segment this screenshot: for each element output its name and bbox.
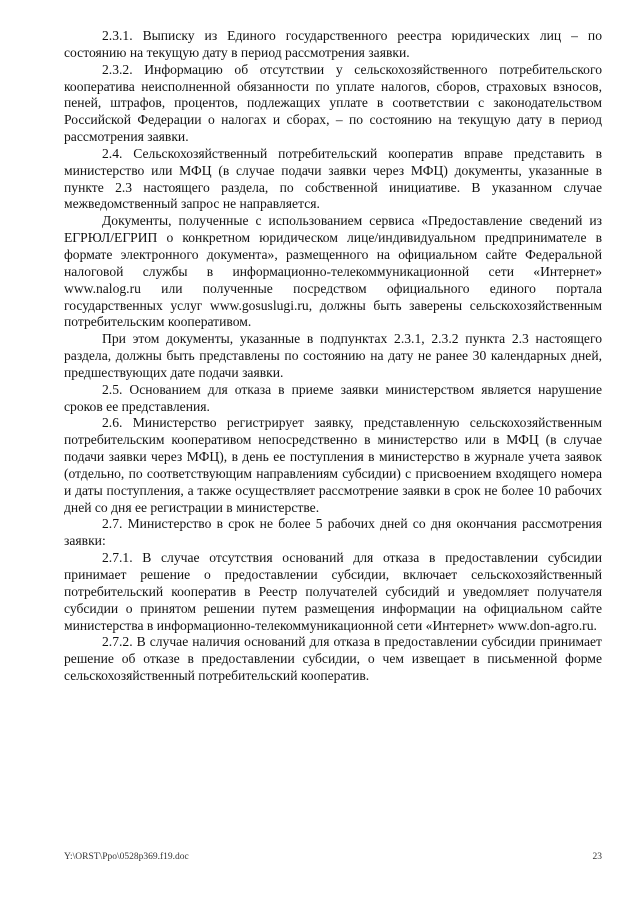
file-path: Y:\ORST\Ppo\0528p369.f19.doc (64, 852, 189, 862)
paragraph-2-7-1: 2.7.1. В случае отсутствия оснований для отказа в предоставлении субсидии принимает решение о предоставлении субсидии, включает сельскохозяйственный потребительский кооператив в Реестр получателей субсидий и уведомляет получателя субсидии о принятом решении путем размещения информации на официальном сайте министерства в информационно-телекоммуникационной сети «Интернет» www.don-agro.ru. (64, 550, 602, 633)
paragraph-2-7: 2.7. Министерство в срок не более 5 рабочих дней со дня окончания рассмотрения заявки: (64, 516, 602, 549)
paragraph-2-6: 2.6. Министерство регистрирует заявку, представленную сельскохозяйственным потребительским кооперативом непосредственно в министерство или в МФЦ (в случае подачи заявки через МФЦ), в день ее поступления в министерство в журнале учета заявок (отдельно, по соответствующим направлениям субсидии) с присвоением входящего номера и даты поступления, а также осуществляет рассмотрение заявки в срок не более 10 рабочих дней со дня ее регистрации в министерстве. (64, 415, 602, 515)
paragraph-2-5: 2.5. Основанием для отказа в приеме заявки министерством является нарушение сроков ее представления. (64, 381, 602, 414)
paragraph-documents: Документы, полученные с использованием сервиса «Предоставление сведений из ЕГРЮЛ/ЕГРИП о конкретном юридическом лице/индивидуальном предпринимателе в формате электронного документа», размещенного на официальном сайте Федеральной налоговой службы в информационно-телекоммуникационной сети «Интернет» www.nalog.ru или полученные посредством официального единого портала государственных услуг www.gosuslugi.ru, должны быть заверены сельскохозяйственным потребительским кооперативом. (64, 213, 602, 330)
document-body (64, 28, 602, 685)
paragraph-2-4: 2.4. Сельскохозяйственный потребительский кооператив вправе представить в министерство или МФЦ (в случае подачи заявки через МФЦ) документы, указанные в пункте 2.3 настоящего раздела, по собственной инициативе. В указанном случае межведомственный запрос не направляется. (64, 145, 602, 212)
paragraph-dates: При этом документы, указанные в подпунктах 2.3.1, 2.3.2 пункта 2.3 настоящего раздела, должны быть представлены по состоянию на дату не ранее 30 календарных дней, предшествующих дате подачи заявки. (64, 331, 602, 380)
paragraph-2-3-1: 2.3.1. Выписку из Единого государственного реестра юридических лиц – по состоянию на текущую дату в период рассмотрения заявки. (64, 28, 602, 60)
paragraph-2-7-2: 2.7.2. В случае наличия оснований для отказа в предоставлении субсидии принимает решение об отказе в предоставлении субсидии, о чем извещает в письменной форме сельскохозяйственный потребительский кооператив. (64, 634, 602, 684)
paragraph-2-3-2: 2.3.2. Информацию об отсутствии у сельскохозяйственного потребительского кооператива неисполненной обязанности по уплате налогов, сборов, страховых взносов, пеней, штрафов, процентов, подлежащих уплате в соответствии с законодательством Российской Федерации о налогах и сборах, – по состоянию на текущую дату в период рассмотрения заявки. (64, 61, 602, 145)
page-number: 23 (592, 852, 602, 862)
